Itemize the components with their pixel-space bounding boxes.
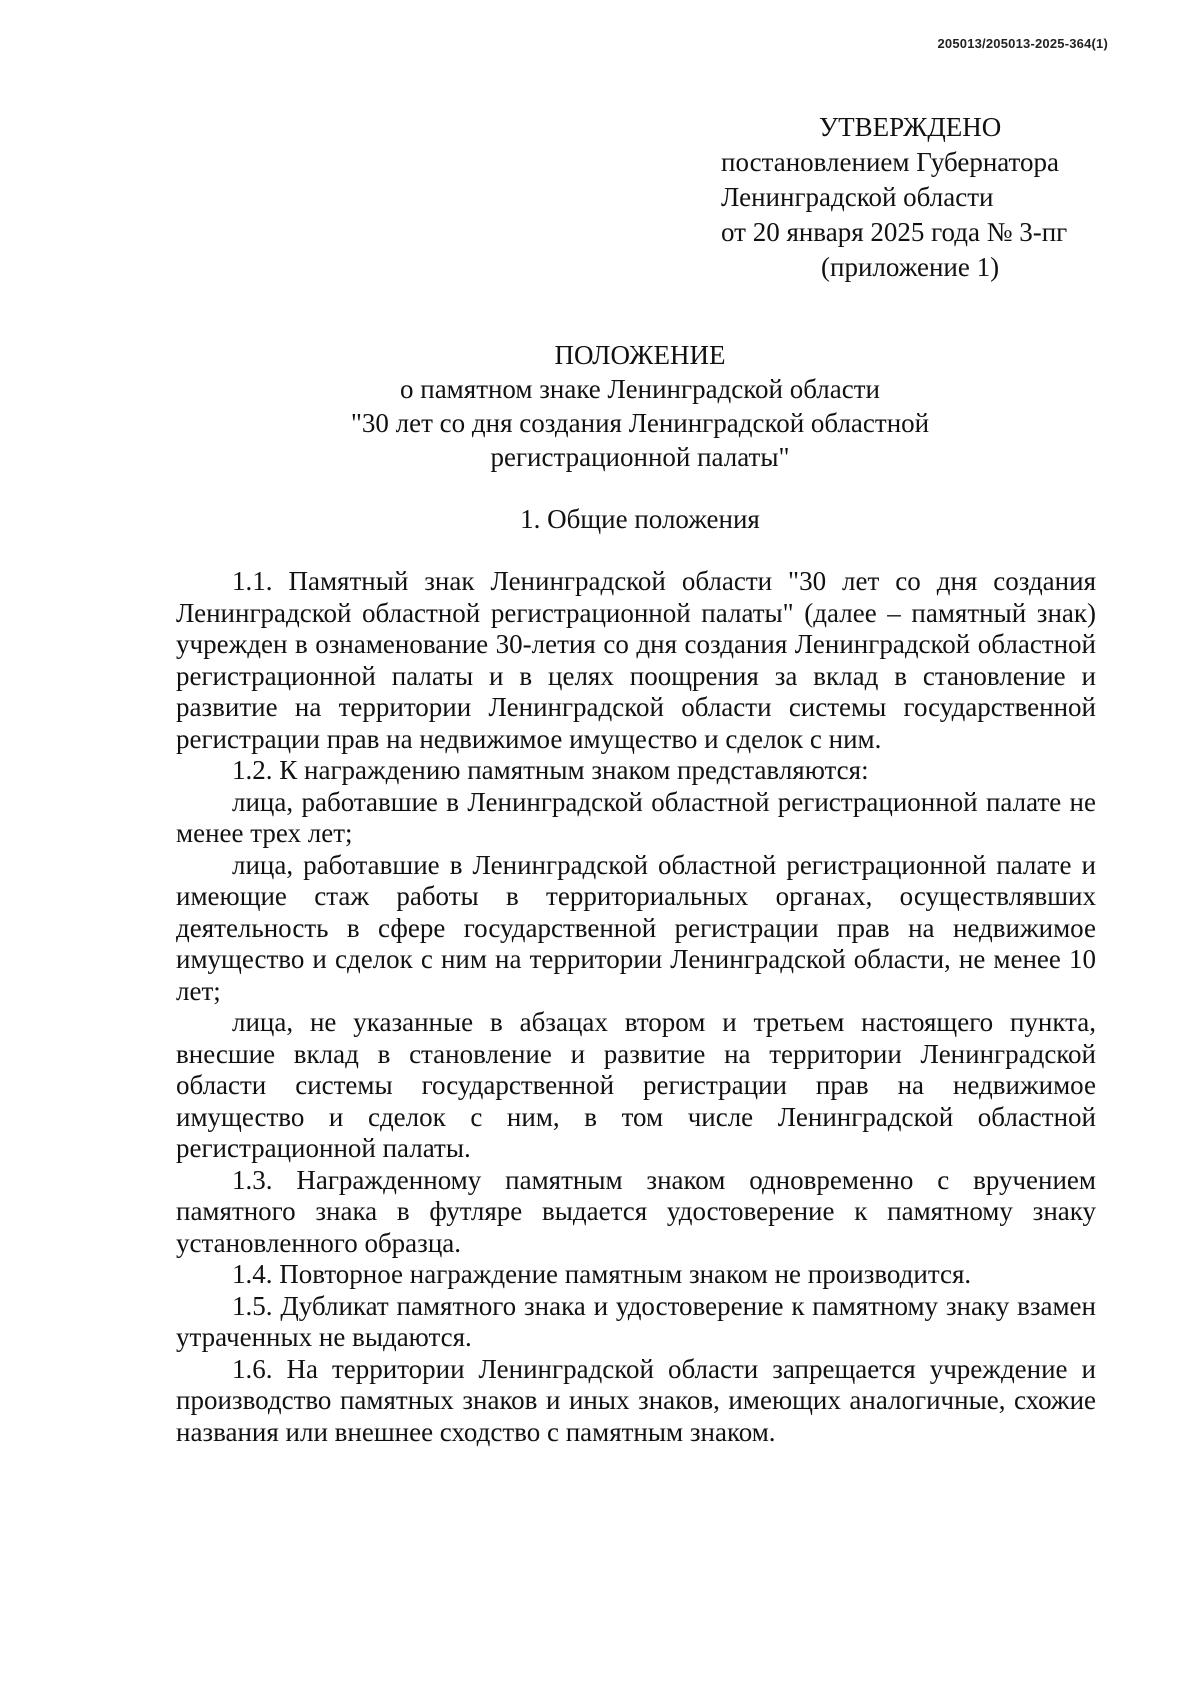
title-main: ПОЛОЖЕНИЕ [554,340,726,370]
section-heading: 1. Общие положения [520,504,760,534]
approval-appendix: (приложение 1) [821,252,1000,282]
paragraph-1-5: 1.5. Дубликат памятного знака и удостоверение к памятному знаку взамен утраченных не выдаются. [176,1290,1096,1352]
paragraph-1-3: 1.3. Награжденному памятным знаком одновременно с вручением памятного знака в футляре выдается удостоверение к памятному знаку установленного образца. [176,1164,1096,1258]
title-line-3: регистрационной палаты" [490,442,790,472]
paragraph-1-1: 1.1. Памятный знак Ленинградской области "30 лет со дня создания Ленинградской областной регистрационной палаты" (далее – памятный знак) учрежден в ознаменование 30-летия со дня создания Ленинградской областной регистрационной палаты и в целях поощрения за вклад в становление и развитие на территории Ленинградской области системы государственной регистрации прав на недвижимое имущество и сделок с ним. [176,566,1096,754]
title-line-2: "30 лет со дня создания Ленинградской областной [350,408,930,438]
paragraph-1-2-item-1: лица, работавшие в Ленинградской областной регистрационной палате не менее трех лет; [176,786,1096,848]
paragraph-1-2: 1.2. К награждению памятным знаком представляются: [232,755,869,785]
document-title [170,338,1110,474]
section-body [176,566,1096,1448]
approval-region-line: Ленинградской области [721,182,994,212]
approval-date-line: от 20 января 2025 года № 3-пг [721,217,1068,247]
paragraph-1-2-item-2: лица, работавшие в Ленинградской областной регистрационной палате и имеющие стаж работы в территориальных органах, осуществлявших деятельность в сфере государственной регистрации прав на недвижимое имущество и сделок с ним на территории Ленинградской области, не менее 10 лет; [176,849,1096,1006]
paragraph-1-6: 1.6. На территории Ленинградской области запрещается учреждение и производство памятных знаков и иных знаков, имеющих аналогичные, схожие названия или внешнее сходство с памятным знаком. [176,1353,1096,1447]
approval-by-line: постановлением Губернатора [721,147,1059,177]
document-number: 205013/205013-2025-364(1) [937,36,1108,51]
paragraph-1-2-item-3: лица, не указанные в абзацах втором и третьем настоящего пункта, внесшие вклад в становление и развитие на территории Ленинградской области системы государственной регистрации прав на недвижимое имущество и сделок с ним, в том числе Ленинградской областной регистрационной палаты. [176,1007,1096,1163]
approval-stamp-label: УТВЕРЖДЕНО [819,112,1002,142]
title-line-1: о памятном знаке Ленинградской области [400,374,880,404]
paragraph-1-4: 1.4. Повторное награждение памятным знаком не производится. [232,1259,972,1289]
approval-block [721,110,1141,285]
